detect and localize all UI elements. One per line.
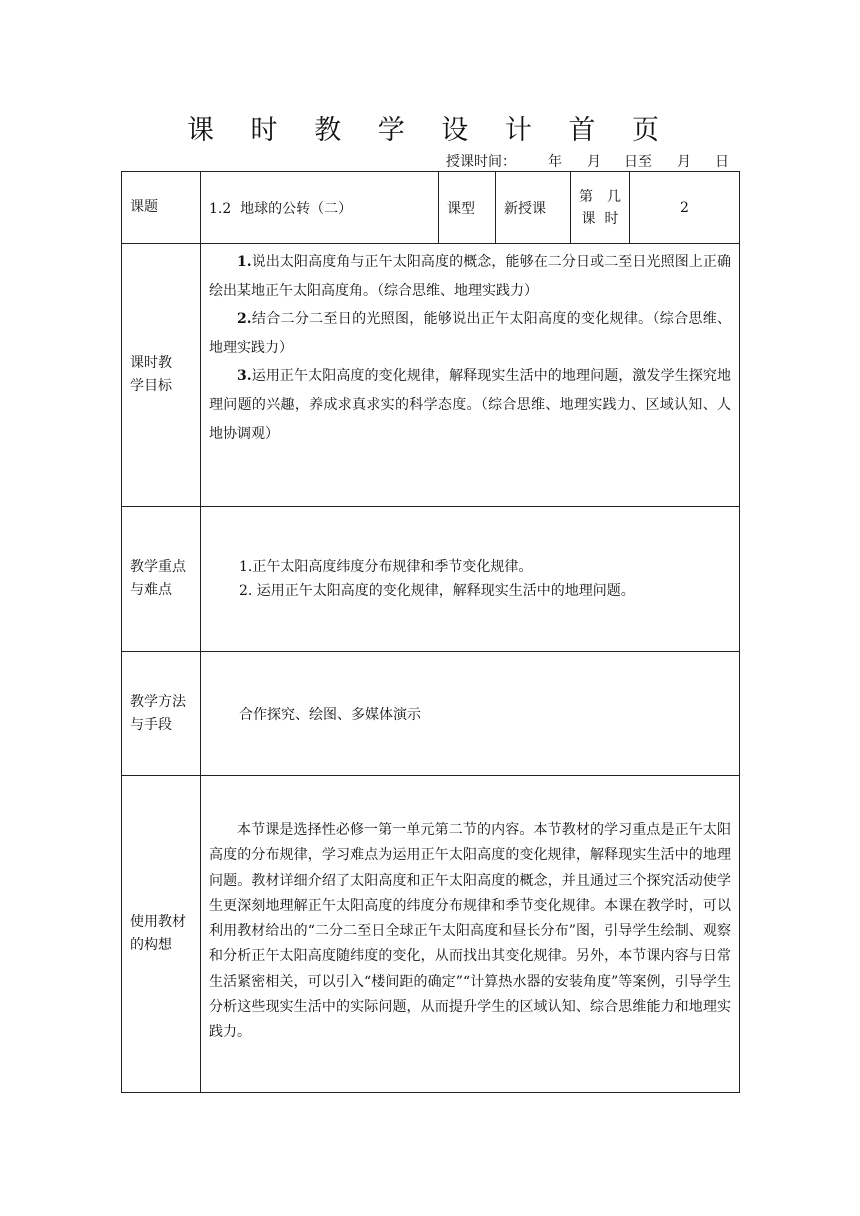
goal-item-2-number: 2.	[237, 311, 252, 328]
row-goals	[122, 244, 740, 507]
concept-content	[201, 776, 740, 1093]
row-concept	[122, 776, 740, 1093]
keypoints-label-line2: 与难点	[130, 582, 172, 598]
keypoint-item-1: 1.正午太阳高度纬度分布规律和季节变化规律。	[239, 559, 533, 575]
goals-label-line2: 学目标	[130, 378, 172, 394]
lesson-time-month: 月	[587, 154, 601, 170]
lesson-number-label-line1: 第 几	[579, 188, 621, 205]
lesson-time-year: 年	[548, 154, 562, 170]
lesson-time-label: 授课时间：	[446, 154, 516, 170]
goal-item-2-text: 结合二分二至日的光照图，能够说出正午太阳高度的变化规律。（综合思维、地理实践力）	[209, 311, 731, 356]
keypoints-label-line1: 教学重点	[130, 559, 186, 575]
row-methods	[122, 652, 740, 776]
goal-item-1-number: 1.	[237, 254, 252, 270]
goal-item-3-text: 运用正午太阳高度的变化规律，解释现实生活中的地理问题，激发学生探究地理问题的兴趣，养成求真求实的科学态度。（综合思维、地理实践力、区域认知、人地协调观）	[209, 368, 731, 442]
goal-item-1-text: 说出太阳高度角与正午太阳高度的概念，能够在二分日或二至日光照图上正确绘出某地正午太阳高度角。（综合思维、地理实践力）	[209, 254, 731, 299]
row-topic	[122, 172, 740, 244]
concept-paragraph: 本节课是选择性必修一第一单元第二节的内容。本节教材的学习重点是正午太阳高度的分布规律，学习难点为运用正午太阳高度的变化规律，解释现实生活中的地理问题。教材详细介绍了太阳高度和正午太阳高度的概念，并且通过三个探究活动使学生更深刻地理解正午太阳高度的纬度分布规律和季节变化规律。本课在教学时，可以利用教材给出的“二分二至日全球正午太阳高度和昼长分布”图，引导学生绘制、观察和分析正午太阳高度随纬度的变化，从而找出其变化规律。另外，本节课内容与日常生活紧密相关，可以引入“楼间距的确定”“计算热水器的安装角度”等案例，引导学生分析这些现实生活中的实际问题，从而提升学生的区域认知、综合思维能力和地理实践力。	[209, 822, 731, 1041]
goals-content	[201, 244, 740, 507]
lesson-type-value: 新授课	[496, 172, 571, 244]
page-title: 课 时 教 学 设 计 首 页	[186, 115, 674, 146]
goal-item-1	[209, 248, 731, 305]
topic-label: 课题	[122, 172, 201, 244]
keypoints-content	[201, 507, 740, 652]
lesson-type-label: 课型	[439, 172, 496, 244]
topic-value: 1.2 地球的公转（二）	[201, 172, 439, 244]
lesson-number-label-line2: 课 时	[581, 210, 619, 227]
lesson-time-day-to: 日至	[624, 154, 652, 170]
lesson-design-table	[121, 171, 740, 1093]
lesson-time-month2: 月	[677, 154, 691, 170]
goal-item-3-number: 3.	[237, 368, 252, 385]
goals-label	[122, 244, 201, 507]
keypoint-item-2: 2. 运用正午太阳高度的变化规律，解释现实生活中的地理问题。	[239, 583, 635, 599]
row-keypoints	[122, 507, 740, 652]
concept-label	[122, 776, 201, 1093]
lesson-time-day2: 日	[715, 154, 729, 170]
keypoints-label	[122, 507, 201, 652]
methods-label-line2: 与手段	[130, 716, 172, 733]
methods-label-line1: 教学方法	[130, 693, 186, 710]
methods-content: 合作探究、绘图、多媒体演示	[201, 652, 740, 776]
concept-label-line1: 使用教材	[130, 914, 186, 930]
goal-item-3	[209, 362, 731, 448]
lesson-number-value: 2	[630, 172, 740, 244]
goals-label-line1: 课时教	[130, 355, 172, 371]
lesson-number-label	[571, 172, 630, 244]
goal-item-2	[209, 305, 731, 362]
concept-label-line2: 的构想	[130, 937, 172, 953]
methods-label	[122, 652, 201, 776]
